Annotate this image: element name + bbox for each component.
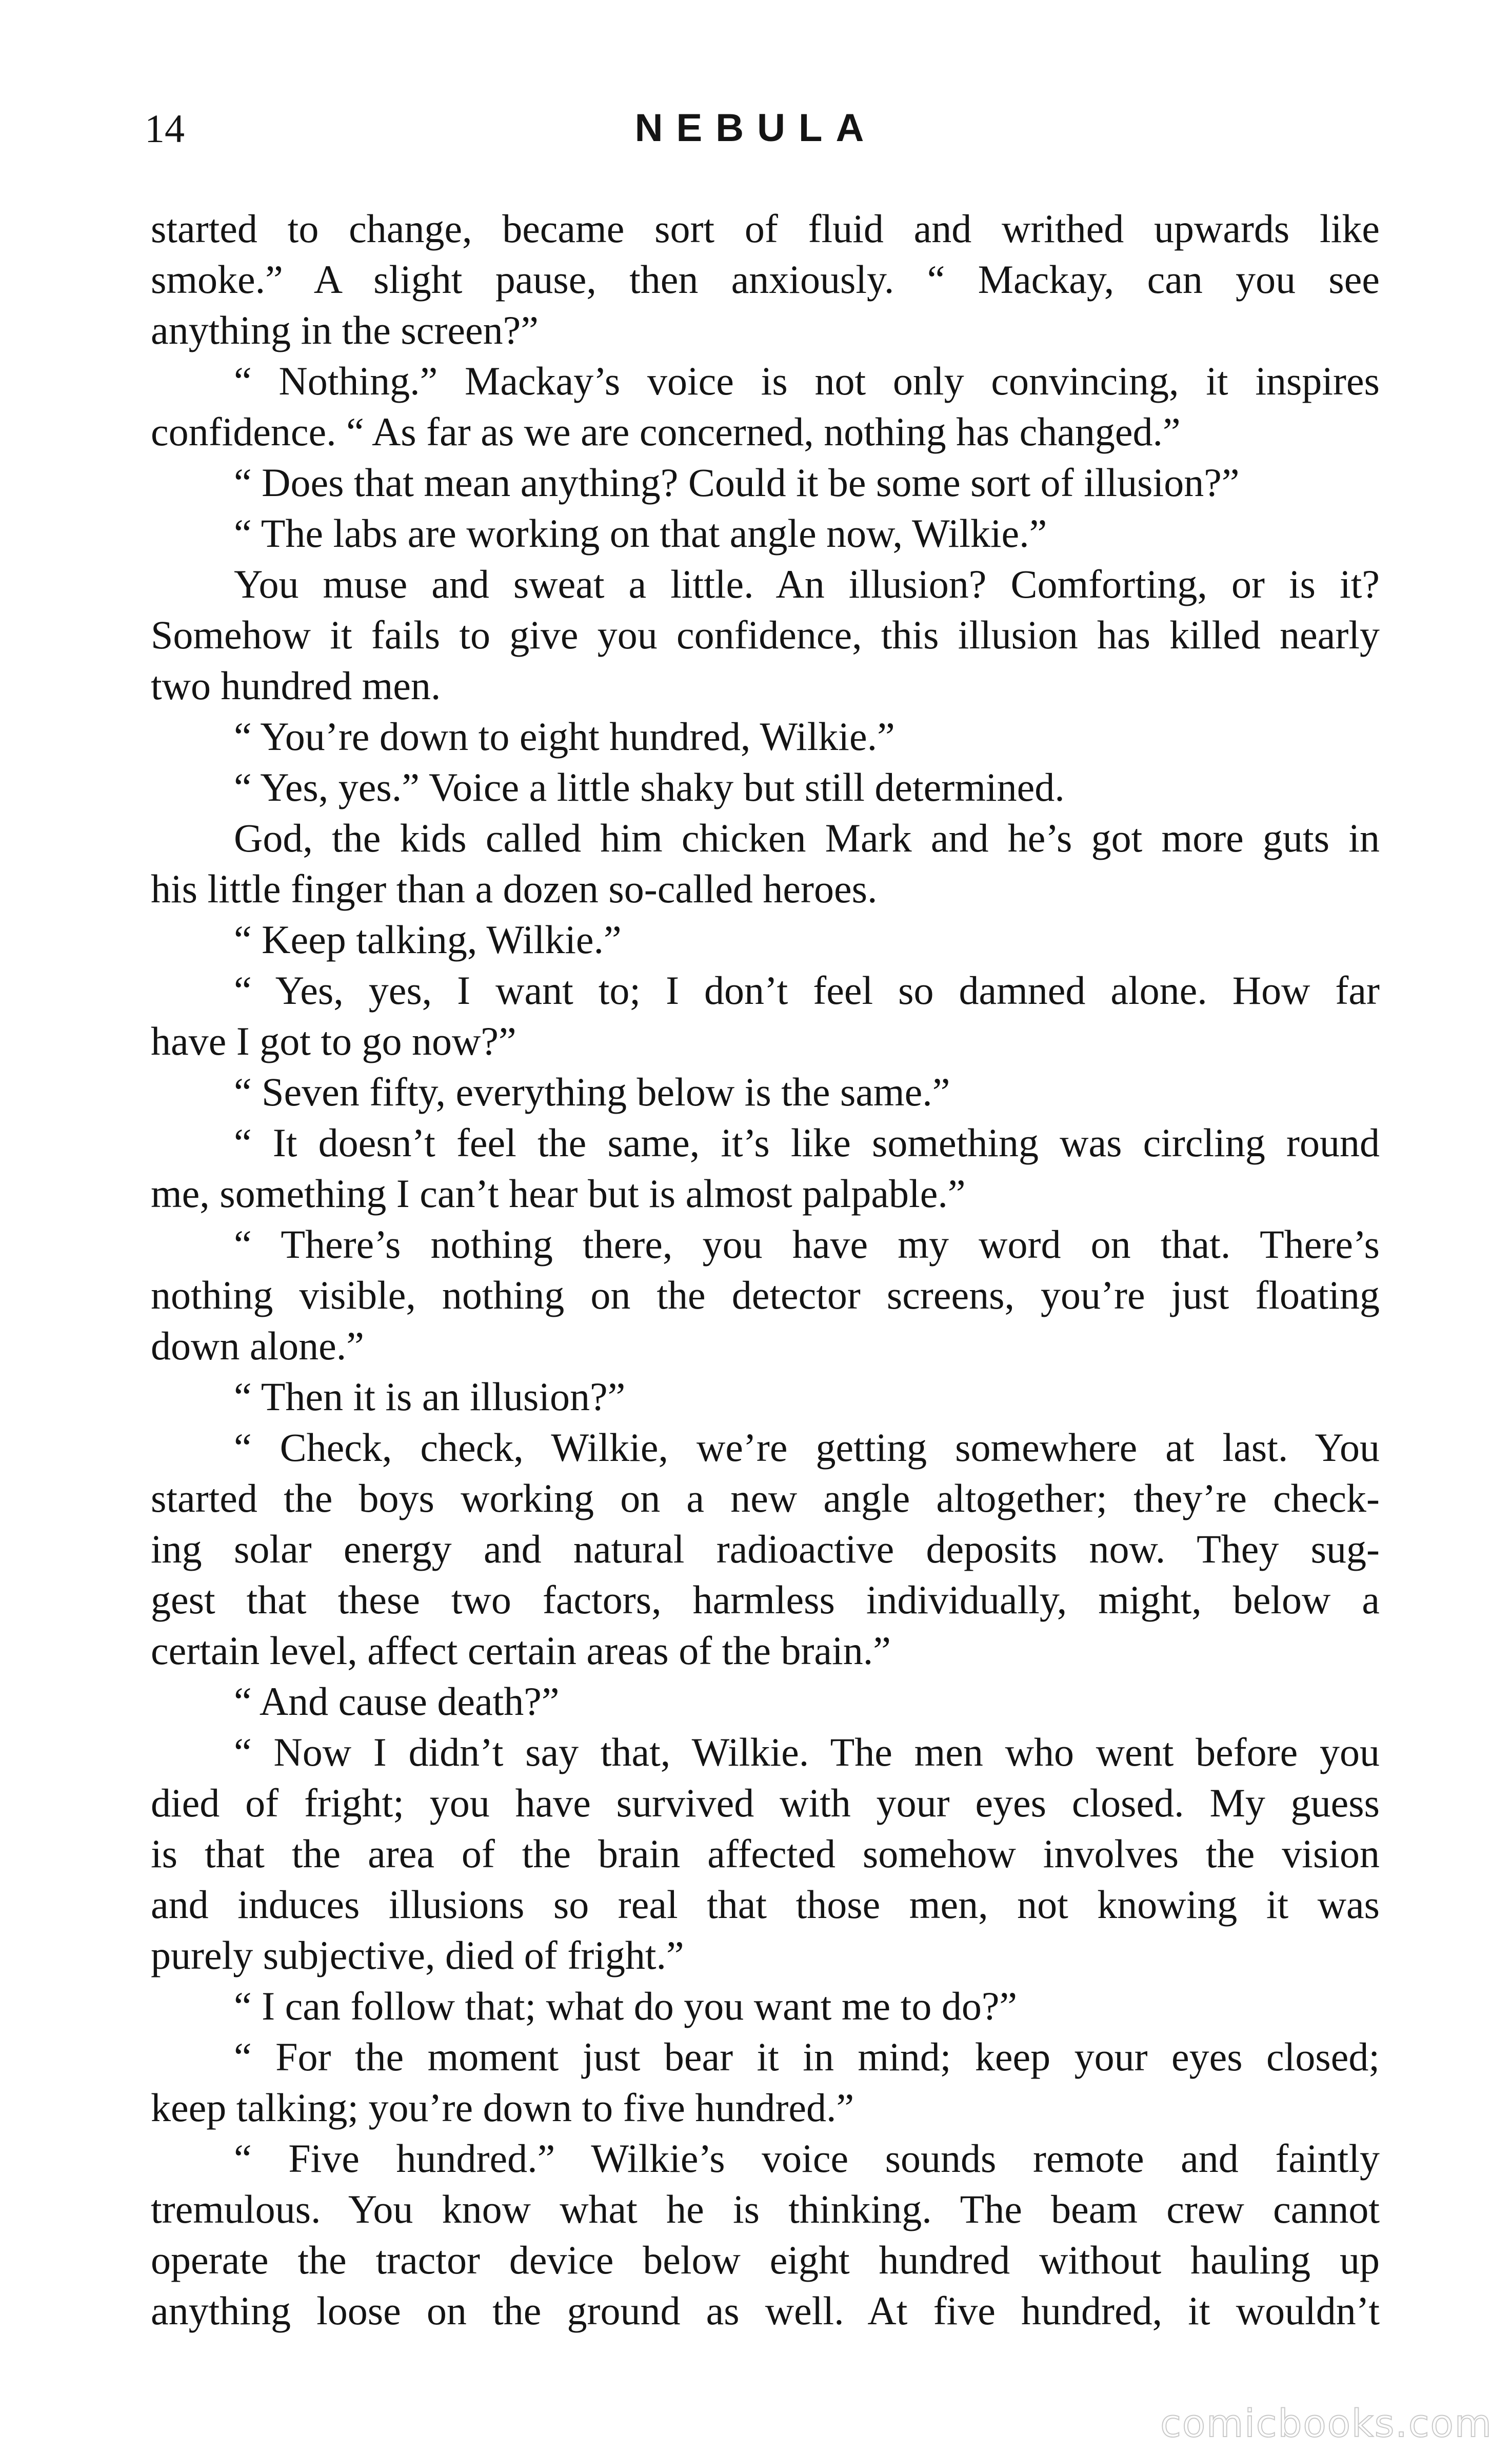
text-line: certain level, affect certain areas of the brain.” <box>151 1628 891 1673</box>
text-line: “ Check, check, Wilkie, we’re getting somewhere at last. You <box>234 1425 1380 1470</box>
text-line: down alone.” <box>151 1323 364 1368</box>
text-line: “ I can follow that; what do you want me to do?” <box>234 1984 1018 2028</box>
text-line: have I got to go now?” <box>151 1019 516 1063</box>
text-line: anything in the screen?” <box>151 308 539 352</box>
text-line: “ Keep talking, Wilkie.” <box>234 917 622 962</box>
text-line: operate the tractor device below eight hundred without hauling up <box>151 2238 1380 2282</box>
text-line: is that the area of the brain affected somehow involves the vision <box>151 1831 1380 1876</box>
text-line: his little finger than a dozen so-called heroes. <box>151 866 878 911</box>
text-line: “ You’re down to eight hundred, Wilkie.” <box>234 714 895 759</box>
text-line: purely subjective, died of fright.” <box>151 1933 684 1977</box>
text-line: “ The labs are working on that angle now, Wilkie.” <box>234 511 1047 556</box>
text-line: “ Yes, yes.” Voice a little shaky but still determined. <box>234 765 1065 809</box>
text-line: tremulous. You know what he is thinking. The beam crew cannot <box>151 2187 1380 2231</box>
text-line: “ Does that mean anything? Could it be some sort of illusion?” <box>234 460 1240 505</box>
text-line: “ Now I didn’t say that, Wilkie. The men who went before you <box>234 1730 1380 1774</box>
text-line: keep talking; you’re down to five hundred.” <box>151 2085 854 2130</box>
text-line: “ It doesn’t feel the same, it’s like something was circling round <box>234 1120 1380 1165</box>
text-line: God, the kids called him chicken Mark and he’s got more guts in <box>234 816 1380 860</box>
text-line: “ Seven fifty, everything below is the same.” <box>234 1070 950 1114</box>
text-line: “ Yes, yes, I want to; I don’t feel so damned alone. How far <box>234 968 1380 1013</box>
text-line: nothing visible, nothing on the detector screens, you’re just floating <box>151 1273 1380 1317</box>
text-line: ing solar energy and natural radioactive deposits now. They sug- <box>151 1527 1380 1571</box>
text-line: “ Then it is an illusion?” <box>234 1374 626 1419</box>
text-line: Somehow it fails to give you confidence, this illusion has killed nearly <box>151 612 1380 657</box>
text-line: “ And cause death?” <box>234 1679 560 1724</box>
text-line: died of fright; you have survived with your eyes closed. My guess <box>151 1781 1380 1825</box>
text-line: me, something I can’t hear but is almost palpable.” <box>151 1171 966 1216</box>
body-text <box>151 203 1380 2336</box>
text-line: and induces illusions so real that those men, not knowing it was <box>151 1882 1380 1927</box>
text-line: “ For the moment just bear it in mind; keep your eyes closed; <box>234 2034 1380 2079</box>
text-line: You muse and sweat a little. An illusion? Comforting, or is it? <box>234 562 1380 606</box>
text-line: anything loose on the ground as well. At five hundred, it wouldn’t <box>151 2288 1380 2333</box>
page-number: 14 <box>145 106 185 151</box>
text-line: smoke.” A slight pause, then anxiously. “ Mackay, can you see <box>151 257 1380 302</box>
watermark: comicbooks.com <box>1160 2402 1493 2446</box>
text-line: started to change, became sort of fluid and writhed upwards like <box>151 206 1380 251</box>
text-line: “ There’s nothing there, you have my word on that. There’s <box>234 1222 1380 1267</box>
running-head: NEBULA <box>634 106 878 150</box>
text-line: gest that these two factors, harmless individually, might, below a <box>151 1577 1380 1622</box>
text-line: started the boys working on a new angle altogether; they’re check- <box>151 1476 1380 1520</box>
text-line: “ Five hundred.” Wilkie’s voice sounds remote and faintly <box>234 2136 1380 2181</box>
text-line: “ Nothing.” Mackay’s voice is not only convincing, it inspires <box>234 359 1380 403</box>
text-line: two hundred men. <box>151 663 441 708</box>
text-line: confidence. “ As far as we are concerned, nothing has changed.” <box>151 409 1181 454</box>
